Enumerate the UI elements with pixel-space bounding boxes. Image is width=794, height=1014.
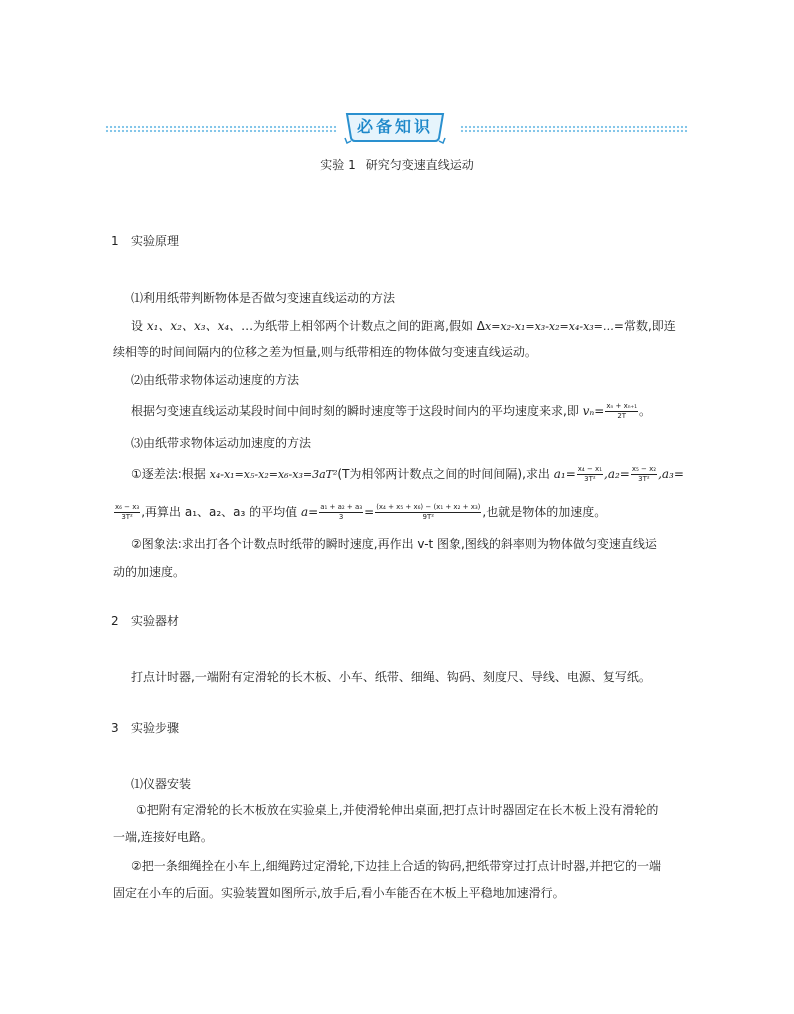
fraction-denominator: 3 [338, 513, 344, 521]
steps-paragraph-1-line-1: ①把附有定滑轮的长木板放在实验桌上,并使滑轮伸出桌面,把打点计时器固定在长木板上没有滑轮的 [136, 803, 659, 817]
principle-heading-1: ⑴利用纸带判断物体是否做匀变速直线运动的方法 [131, 291, 396, 305]
text-run: = [364, 505, 375, 519]
text-run: 。 [639, 404, 652, 418]
principle-paragraph-2 [131, 401, 651, 421]
equipment-list: 打点计时器,一端附有定滑轮的长木板、小车、纸带、细绳、钩码、刻度尺、导线、电源、复写纸。 [131, 670, 651, 684]
fraction-denominator: 2T [617, 412, 627, 420]
fraction-denominator: 3T² [121, 513, 133, 521]
section-title: 实验步骤 [131, 721, 180, 735]
equation: ,a₂= [604, 467, 630, 481]
section-heading-2 [111, 613, 179, 629]
fraction-numerator: x₅ − x₂ [631, 465, 657, 473]
section-number: 3 [111, 721, 119, 735]
equation: a₁= [553, 467, 576, 481]
fraction-vn [605, 402, 638, 421]
variable-run: x₁、x₂、x₃、x₄、 [146, 319, 242, 333]
experiment-title [0, 156, 794, 173]
principle-heading-3: ⑶由纸带求物体运动加速度的方法 [131, 436, 312, 450]
fraction-numerator: a₁ + a₂ + a₃ [320, 503, 363, 511]
fraction-a2 [631, 465, 657, 484]
banner-badge [341, 112, 449, 144]
text-run: =常数,即连 [613, 319, 676, 333]
text-run: (T为相邻两计数点之间的时间间隔),求出 [337, 467, 554, 481]
fraction-numerator: x₄ − x₁ [577, 465, 602, 473]
steps-paragraph-2-line-1: ②把一条细绳拴在小车上,细绳跨过定滑轮,下边挂上合适的钩码,把纸带穿过打点计时器,并把它的一端 [131, 859, 662, 873]
text-run: ,也就是物体的加速度。 [482, 505, 607, 519]
fraction-denominator: 3T² [584, 475, 596, 483]
principle-paragraph-4-line-2: 动的加速度。 [113, 565, 186, 579]
fraction-a1 [577, 465, 603, 484]
equation: vₙ= [582, 404, 605, 418]
fraction-average-expanded [375, 503, 481, 522]
section-banner [105, 112, 688, 144]
principle-heading-2: ⑵由纸带求物体运动速度的方法 [131, 373, 300, 387]
principle-paragraph-3-line-1 [131, 463, 684, 486]
steps-paragraph-1-line-2: 一端,连接好电路。 [113, 830, 213, 844]
text-run: 根据匀变速直线运动某段时间中间时刻的瞬时速度等于这段时间内的平均速度来求,即 [131, 404, 583, 418]
fraction-numerator: xₙ + xₙ₊₁ [606, 402, 638, 410]
text-run: 设 [131, 319, 147, 333]
fraction-denominator: 9T² [422, 513, 435, 521]
principle-paragraph-1-line-2: 续相等的时间间隔内的位移之差为恒量,则与纸带相连的物体做匀变速直线运动。 [113, 345, 537, 359]
section-number: 1 [111, 234, 119, 248]
section-heading-1 [111, 233, 179, 249]
principle-paragraph-3-line-2 [113, 501, 606, 523]
fraction-denominator: 3T² [638, 475, 650, 483]
steps-paragraph-2-line-2: 固定在小车的后面。实验装置如图所示,放手后,看小车能否在木板上平稳地加速滑行。 [113, 886, 565, 900]
experiment-number: 实验 1 [320, 158, 356, 172]
fraction-average [319, 503, 363, 522]
section-heading-3 [111, 720, 179, 736]
equation: ,a₃= [658, 467, 684, 481]
fraction-numerator: (x₄ + x₅ + x₆) − (x₁ + x₂ + x₃) [376, 503, 481, 511]
dotted-rule-left [105, 125, 337, 134]
text-run: …为纸带上相邻两个计数点之间的距离,假如 Δ [241, 319, 485, 333]
text-run: ,再算出 a₁、a₂、a₃ 的平均值 [141, 505, 301, 519]
experiment-name: 研究匀变速直线运动 [365, 158, 474, 172]
banner-title: 必备知识 [356, 117, 433, 136]
steps-heading-1: ⑴仪器安装 [131, 777, 192, 791]
section-title: 实验原理 [131, 234, 180, 248]
text-run: ①逐差法:根据 [131, 467, 210, 481]
section-number: 2 [111, 614, 119, 628]
equation: a= [300, 505, 319, 519]
principle-paragraph-4-line-1: ②图象法:求出打各个计数点时纸带的瞬时速度,再作出 v-t 图象,图线的斜率则为物体做匀变速直线运 [131, 537, 657, 551]
dotted-rule-right [460, 125, 688, 134]
equation: x₄-x₁=x₅-x₂=x₆-x₃=3aT² [209, 468, 338, 481]
fraction-a3 [114, 503, 140, 522]
fraction-numerator: x₆ − x₃ [115, 503, 140, 511]
equation: x=x₂-x₁=x₃-x₂=x₄-x₃=… [485, 320, 614, 333]
principle-paragraph-1-line-1 [131, 318, 676, 335]
section-title: 实验器材 [131, 614, 180, 628]
